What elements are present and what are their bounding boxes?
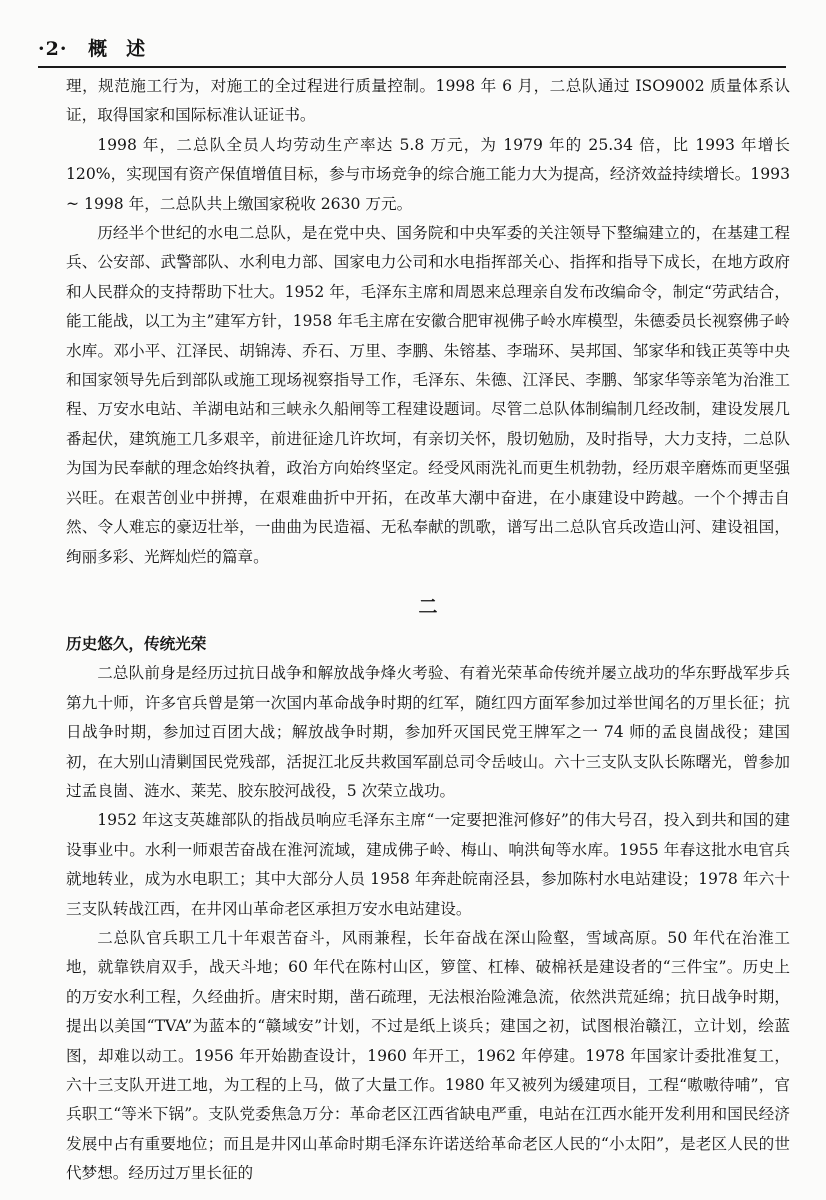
header-rule [38, 66, 786, 68]
paragraph: 历经半个世纪的水电二总队，是在党中央、国务院和中央军委的关注领导下整编建立的，在基建工程兵、公安部、武警部队、水利电力部、国家电力公司和水电指挥部关心、指挥和指导下成长，在地方政府和人民群众的支持帮助下壮大。1952 年，毛泽东主席和周恩来总理亲自发布改编命令，制定“劳武结合，能工能战，以工为主”建军方针，1958 年毛主席在安徽合肥审视佛子岭水库模型，朱德委员长视察佛子岭水库。邓小平、江泽民、胡锦涛、乔石、万里、李鹏、朱镕基、李瑞环、吴邦国、邹家华和钱正英等中央和国家领导先后到部队或施工现场视察指导工作，毛泽东、朱德、江泽民、李鹏、邹家华等亲笔为治淮工程、万安水电站、羊湖电站和三峡永久船闸等工程建设题词。尽管二总队体制编制几经改制，建设发展几番起伏，建筑施工几多艰辛，前进征途几许坎坷，有亲切关怀，殷切勉励，及时指导，大力支持，二总队为国为民奉献的理念始终执着，政治方向始终坚定。经受风雨洗礼而更生机勃勃，经历艰辛磨炼而更坚强兴旺。在艰苦创业中拼搏，在艰难曲折中开拓，在改革大潮中奋进，在小康建设中跨越。一个个搏击自然、令人难忘的豪迈壮举，一曲曲为民造福、无私奉献的凯歌，谱写出二总队官兵改造山河、建设祖国，绚丽多彩、光辉灿烂的篇章。 [66, 224, 790, 566]
section-number: 二 [418, 595, 438, 618]
page-number: ·2· [38, 38, 68, 60]
paragraph: 理，规范施工行为，对施工的全过程进行质量控制。1998 年 6 月，二总队通过 ISO9002 质量体系认证，取得国家和国际标准认证证书。 [66, 77, 790, 125]
paragraph: 二总队官兵职工几十年艰苦奋斗，风雨兼程，长年奋战在深山险壑，雪域高原。50 年代在治淮工地，就靠铁肩双手，战天斗地；60 年代在陈村山区，箩筐、杠棒、破棉袄是建设者的“三件宝”。历史上的万安水利工程，久经曲折。唐宋时期，凿石疏理，无法根治险滩急流，依然洪荒延绵；抗日战争时期，提出以美国“TVA”为蓝本的“赣域安”计划，不过是纸上谈兵；建国之初，试图根治赣江，立计划，绘蓝图，却难以动工。1956 年开始勘查设计，1960 年开工，1962 年停建。1978 年国家计委批准复工，六十三支队开进工地，为工程的上马，做了大量工作。1980 年又被列为缓建项目，工程“嗷嗷待哺”，官兵职工“等米下锅”。支队党委焦急万分：革命老区江西省缺电严重，电站在江西水能开发利用和国民经济发展中占有重要地位；而且是井冈山革命时期毛泽东许诺送给革命老区人民的“小太阳”，是老区人民的世代梦想。经历过万里长征的 [66, 928, 790, 1183]
paragraph: 二总队前身是经历过抗日战争和解放战争烽火考验、有着光荣革命传统并屡立战功的华东野战军步兵第九十师，许多官兵曾是第一次国内革命战争时期的红军，随红四方面军参加过举世闻名的万里长征；抗日战争时期，参加过百团大战；解放战争时期，参加歼灭国民党王牌军之一 74 师的孟良崮战役；建国初，在大别山清剿国民党残部，活捉江北反共救国军副总司令岳岐山。六十三支队支队长陈曙光，曾参加过孟良崮、涟水、莱芜、胶东胶河战役，5 次荣立战功。 [66, 664, 790, 800]
section-heading: 概 述 [88, 38, 146, 60]
running-head [38, 32, 786, 66]
page-body [66, 72, 790, 1189]
paragraph: 1952 年这支英雄部队的指战员响应毛泽东主席“一定要把淮河修好”的伟大号召，投入到共和国的建设事业中。水利一师艰苦奋战在淮河流域，建成佛子岭、梅山、响洪甸等水库。1955 年春这批水电官兵就地转业，成为水电职工；其中大部分人员 1958 年奔赴皖南泾县，参加陈村水电站建设；1978 年六十三支队转战江西，在井冈山革命老区承担万安水电站建设。 [66, 811, 790, 918]
section-title: 历史悠久，传统光荣 [66, 634, 207, 653]
paragraph: 1998 年，二总队全员人均劳动生产率达 5.8 万元，为 1979 年的 25.34 倍，比 1993 年增长 120%，实现国有资产保值增值目标，参与市场竞争的综合施工能力大为提高，经济效益持续增长。1993 ~ 1998 年，二总队共上缴国家税收 2630 万元。 [66, 135, 790, 213]
